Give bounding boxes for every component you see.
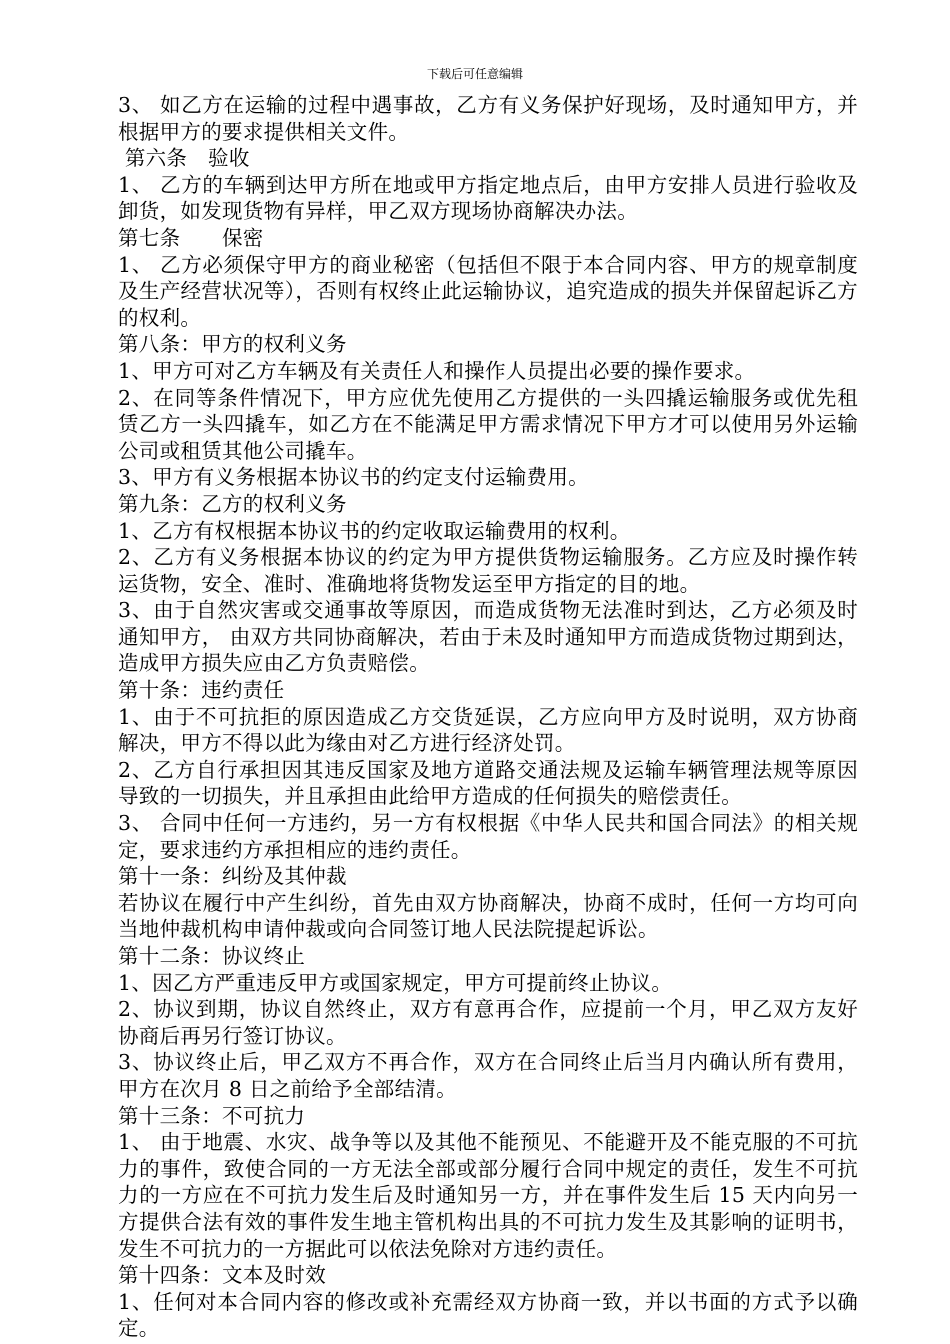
paragraph: 3、 合同中任何一方违约，另一方有权根据《中华人民共和国合同法》的相关规定，要求违约方承担相应的违约责任。 xyxy=(118,811,858,862)
paragraph: 3、由于自然灾害或交通事故等原因，而造成货物无法准时到达，乙方必须及时通知甲方， 由双方共同协商解决，若由于未及时通知甲方而造成货物过期到达，造成甲方损失应由乙方负责赔偿。 xyxy=(118,598,858,676)
paragraph: 3、甲方有义务根据本协议书的约定支付运输费用。 xyxy=(118,465,589,490)
paragraph: 1、任何对本合同内容的修改或补充需经双方协商一致，并以书面的方式予以确定。 xyxy=(118,1289,858,1341)
paragraph: 1、 乙方的车辆到达甲方所在地或甲方指定地点后，由甲方安排人员进行验收及卸货，如发现货物有异样，甲乙双方现场协商解决办法。 xyxy=(118,172,858,224)
paragraph: 1、乙方有权根据本协议书的约定收取运输费用的权利。 xyxy=(118,518,631,543)
section-heading: 第六条 验收 xyxy=(118,146,250,171)
paragraph: 2、协议到期，协议自然终止，双方有意再合作，应提前一个月，甲乙双方友好协商后再另行签订协议。 xyxy=(118,997,858,1048)
section-heading: 第十三条：不可抗力 xyxy=(118,1103,306,1128)
paragraph: 1、 乙方必须保守甲方的商业秘密（包括但不限于本合同内容、甲方的规章制度及生产经营状况等），否则有权终止此运输协议，追究造成的损失并保留起诉乙方的权利。 xyxy=(118,252,858,330)
section-heading: 第七条 保密 xyxy=(118,225,264,250)
paragraph: 3、协议终止后，甲乙双方不再合作，双方在合同终止后当月内确认所有费用，甲方在次月 8 日之前给予全部结清。 xyxy=(118,1050,858,1101)
section-heading: 第十一条：纠纷及其仲裁 xyxy=(118,864,347,889)
section-heading: 第九条：乙方的权利义务 xyxy=(118,491,347,516)
paragraph: 3、 如乙方在运输的过程中遇事故，乙方有义务保护好现场，及时通知甲方，并根据甲方的要求提供相关文件。 xyxy=(118,93,858,144)
paragraph: 1、 由于地震、水灾、战争等以及其他不能预见、不能避开及不能克服的不可抗力的事件，致使合同的一方无法全部或部分履行合同中规定的责任，发生不可抗力的一方应在不可抗力发生后及时通知另一方，并在事件发生后 15 天内向另一方提供合法有效的事件发生地主管机构出具的不可抗力发生及其影响的证明书，发生不可抗力的一方据此可以依法免除对方违约责任。 xyxy=(118,1130,858,1261)
paragraph: 2、乙方自行承担因其违反国家及地方道路交通法规及运输车辆管理法规等原因导致的一切损失，并且承担由此给甲方造成的任何损失的赔偿责任。 xyxy=(118,757,858,809)
paragraph: 1、甲方可对乙方车辆及有关责任人和操作人员提出必要的操作要求。 xyxy=(118,358,756,383)
document-body xyxy=(118,92,858,1342)
section-heading: 第八条：甲方的权利义务 xyxy=(118,332,347,357)
paragraph: 2、乙方有义务根据本协议的约定为甲方提供货物运输服务。乙方应及时操作转运货物，安全、准时、准确地将货物发运至甲方指定的目的地。 xyxy=(118,545,858,596)
section-heading: 第十四条：文本及时效 xyxy=(118,1263,326,1288)
section-heading: 第十条：违约责任 xyxy=(118,678,285,703)
paragraph: 2、在同等条件情况下，甲方应优先使用乙方提供的一头四撬运输服务或优先租赁乙方一头四撬车，如乙方在不能满足甲方需求情况下甲方才可以使用另外运输公司或租赁其他公司撬车。 xyxy=(118,385,858,463)
paragraph: 1、因乙方严重违反甲方或国家规定，甲方可提前终止协议。 xyxy=(118,970,673,995)
section-heading: 第十二条：协议终止 xyxy=(118,944,306,968)
paragraph: 若协议在履行中产生纠纷，首先由双方协商解决，协商不成时，任何一方均可向当地仲裁机构申请仲裁或向合同签订地人民法院提起诉讼。 xyxy=(118,890,858,942)
paragraph: 1、由于不可抗拒的原因造成乙方交货延误，乙方应向甲方及时说明，双方协商解决，甲方不得以此为缘由对乙方进行经济处罚。 xyxy=(118,704,858,756)
page-header: 下载后可任意编辑 xyxy=(426,67,523,81)
